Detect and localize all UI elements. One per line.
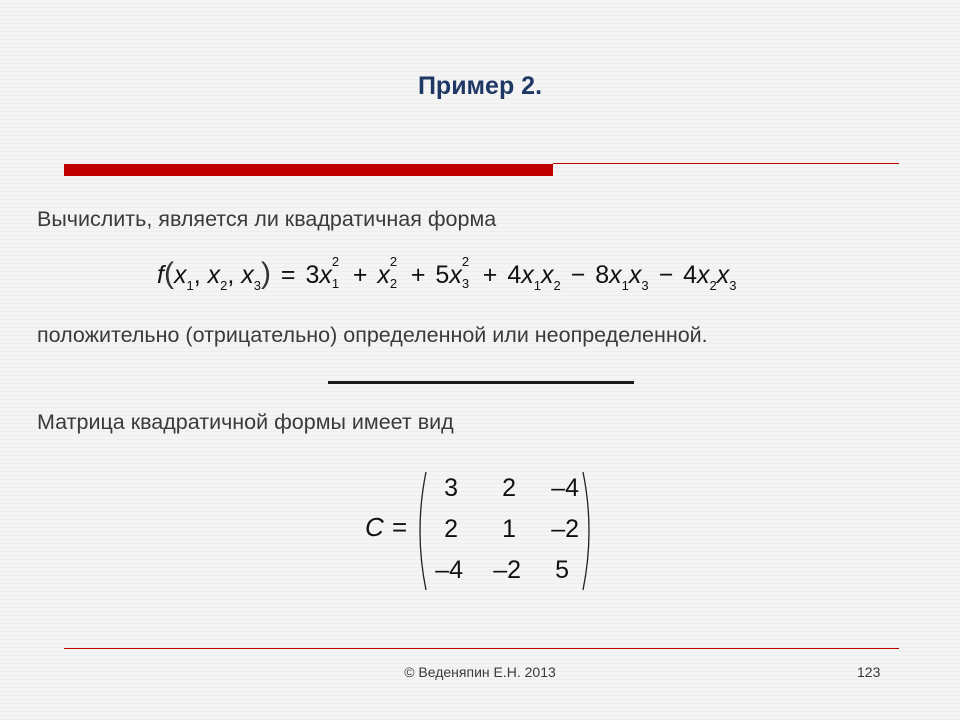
page-number: 123 (857, 664, 881, 680)
question-text: Вычислить, является ли квадратичная форма (37, 207, 497, 231)
matrix-cell: –2 (493, 556, 521, 584)
matrix-cell: 2 (502, 474, 516, 502)
matrix-cell: –4 (435, 556, 463, 584)
matrix-cell: 1 (502, 515, 516, 543)
matrix-cell: 3 (444, 474, 458, 502)
title-accent-line (553, 163, 899, 164)
title-accent-bar (64, 164, 553, 176)
matrix-cell: 5 (555, 556, 569, 584)
right-paren (583, 472, 589, 590)
definiteness-text: положительно (отрицательно) определенной или неопределенной. (37, 323, 708, 347)
matrix-cell: 2 (444, 515, 458, 543)
matrix-cell: –4 (551, 474, 579, 502)
answer-blank-line (328, 381, 634, 384)
matrix-label: C (365, 512, 384, 542)
matrix-cell: –2 (551, 515, 579, 543)
matrix-equals: = (392, 512, 408, 542)
quadratic-form-formula: $f(x_1$, $x_2$, $x_3) = 3x$ 2 1 + x 2 2 + 5x 2 3 + $4x_1x_2 - 8x_1x_3 - 4x_2x_3$ (157, 254, 737, 293)
matrix-intro-text: Матрица квадратичной формы имеет вид (37, 410, 454, 434)
footer-copyright: © Веденяпин Е.Н. 2013 (404, 664, 556, 680)
footer-divider (64, 648, 899, 649)
slide-title: Пример 2. (417, 72, 543, 100)
